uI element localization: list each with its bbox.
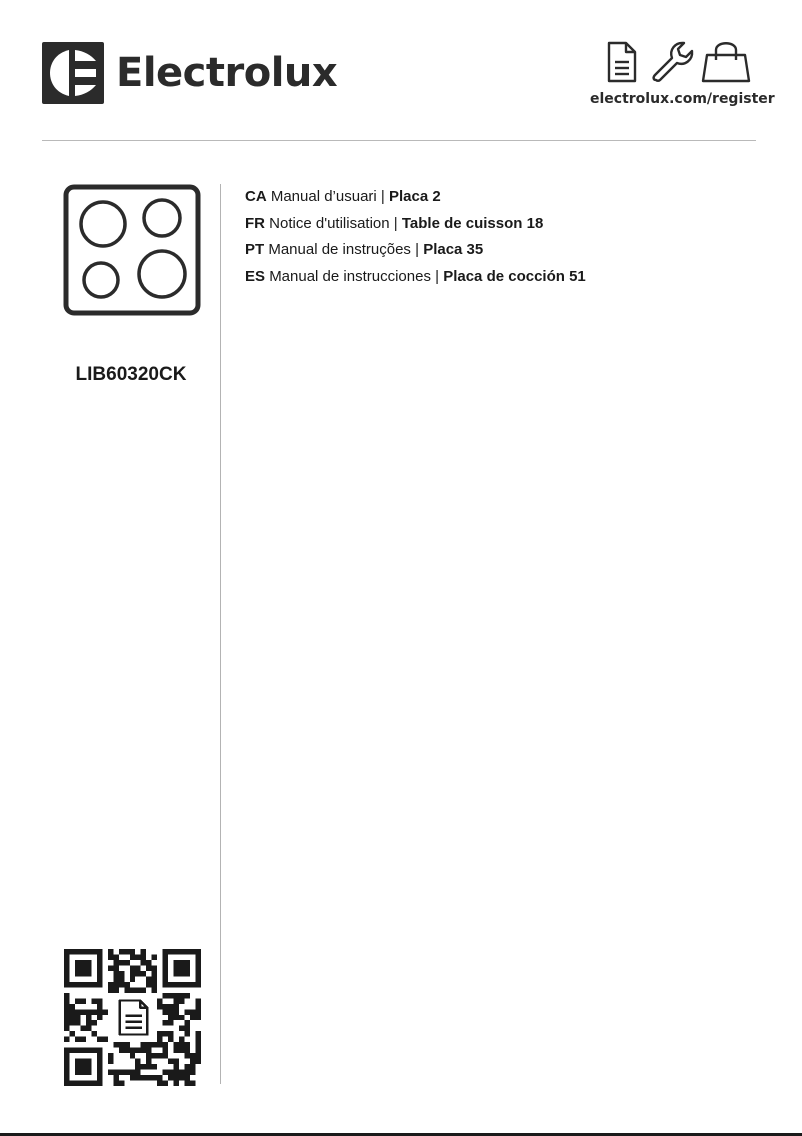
language-code: FR [245,214,265,232]
register-url: electrolux.com/register [590,91,775,107]
header-divider [42,140,756,141]
separator: | [415,241,420,258]
toc-item-pt[interactable] [245,237,586,264]
language-code: CA [245,188,267,205]
manual-title: Manual de instrucciones [269,267,431,285]
electrolux-logo-icon [42,42,104,104]
language-code: PT [245,241,265,258]
section-page: Table de cuisson 18 [401,214,544,232]
section-page: Placa 35 [423,241,484,258]
language-contents-list [245,184,586,290]
separator: | [393,214,398,232]
hob-icon [63,184,201,316]
separator: | [380,188,385,205]
shopping-bag-icon [703,43,749,81]
toc-item-es[interactable] [245,264,586,291]
section-page: Placa de cocción 51 [443,267,586,285]
manual-title: Manual de instruções [268,241,411,258]
toc-item-fr[interactable] [245,211,586,238]
model-number: LIB60320CK [75,364,187,385]
toc-item-ca[interactable] [245,184,586,211]
wrench-icon [654,43,692,81]
brand-name: Electrolux [116,50,338,96]
section-page: Placa 2 [389,188,441,205]
document-icon [609,43,635,81]
language-code: ES [245,267,266,285]
column-divider [220,184,221,1084]
manual-title: Notice d'utilisation [269,214,390,232]
manual-title: Manual d’usuari [270,188,377,205]
register-icons [606,40,756,84]
separator: | [435,267,440,285]
qr-code-icon[interactable] [64,949,201,1086]
